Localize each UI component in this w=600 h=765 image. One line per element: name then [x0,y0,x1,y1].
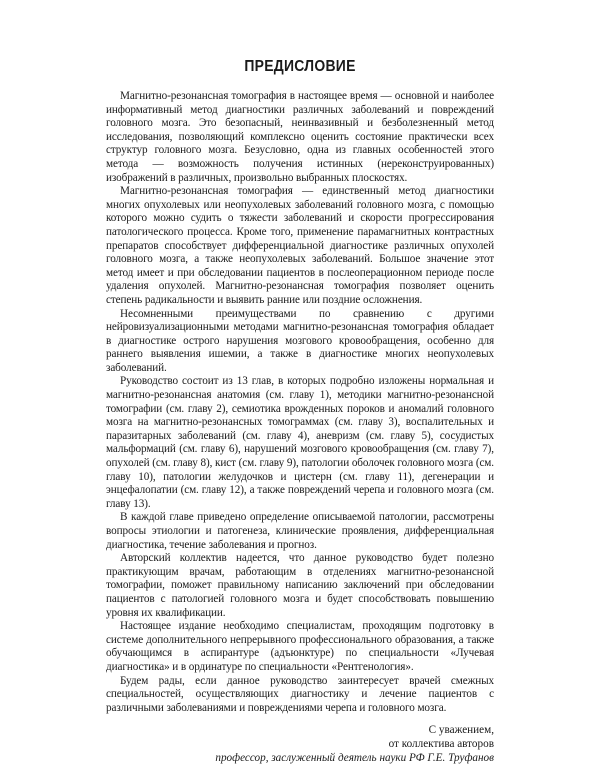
page-title: ПРЕДИСЛОВИЕ [244,58,356,75]
paragraph-1: Магнитно-резонансная томография в настоящее время — основной и наиболее информативный метод диагностики различных заболеваний и повреждений головного мозга. Это безопасный, неинвазивный и безболезненный метод исследования, позволяющий комплексно оценить состояние практически всех структур головного мозга. Безусловно, одна из главных особенностей этого метода — возможность получения истинных (нереконструированных) изображений в различных, произвольно выбранных плоскостях. [106,90,494,184]
paragraph-7: Настоящее издание необходимо специалистам, проходящим подготовку в системе дополнительного непрерывного профессионального образования, а также обучающимся в аспирантуре (адъюнктуре) по специальности «Лучевая диагностика» и в ординатуре по специальности «Рентгенология». [106,620,494,673]
paragraph-8: Будем рады, если данное руководство заинтересует врачей смежных специальностей, осуществляющих диагностику и лечение пациентов с различными заболеваниями и повреждениями черепа и головного мозга. [106,674,494,714]
signature-from: от коллектива авторов [388,738,494,751]
signature-author: профессор, заслуженный деятель науки РФ Г.Е. Труфанов [215,752,494,765]
preface-body [106,90,494,715]
signature-block [106,723,494,765]
paragraph-5: В каждой главе приведено определение описываемой патологии, рассмотрены вопросы этиологии и патогенеза, клинические проявления, дифференциальная диагностика, течение заболевания и прогноз. [106,511,494,551]
paragraph-4: Руководство состоит из 13 глав, в которых подробно изложены нормальная и магнитно-резонансная анатомия (см. главу 1), методики магнитно-резонансной томографии (см. главу 2), семиотика врожденных пороков и аномалий головного мозга на магнитно-резонансных томограммах (см. главу 3), воспалительных и паразитарных заболеваний (см. главу 4), аневризм (см. главу 5), сосудистых мальформаций (см. главу 6), нарушений мозгового кровообращения (см. главу 7), опухолей (см. главу 8), кист (см. главу 9), патологии оболочек головного мозга (см. главу 10), патологии желудочков и цистерн (см. главу 11), дегенерации и энцефалопатии (см. главу 12), а также повреждений черепа и головного мозга (см. главу 13). [106,375,494,510]
paragraph-6: Авторский коллектив надеется, что данное руководство будет полезно практикующим врачам, работающим в отделениях магнитно-резонансной томографии, поможет правильному написанию заключений при обследовании пациентов с патологией головного мозга и будет способствовать повышению уровня их квалификации. [106,552,494,619]
paragraph-3: Несомненными преимуществами по сравнению с другими нейровизуализационными методами магнитно-резонансная томография обладает в диагностике острого нарушения мозгового кровообращения, особенно для раннего выявления ишемии, а также в диагностике многих неопухолевых заболеваний. [106,307,494,374]
paragraph-2: Магнитно-резонансная томография — единственный метод диагностики многих опухолевых или неопухолевых заболеваний головного мозга, с помощью которого можно судить о тяжести заболеваний и скорости прогрессирования патологического процесса. Кроме того, применение парамагнитных контрастных препаратов способствует дифференциальной диагностике различных опухолей головного мозга, а также неопухолевых заболеваний. Большое значение этот метод имеет и при обследовании пациентов в послеоперационном периоде после удаления опухолей. Магнитно-резонансная томография позволяет оценить степень радикальности и выявить ранние или поздние осложнения. [106,185,494,306]
signature-greeting: С уважением, [428,724,494,737]
